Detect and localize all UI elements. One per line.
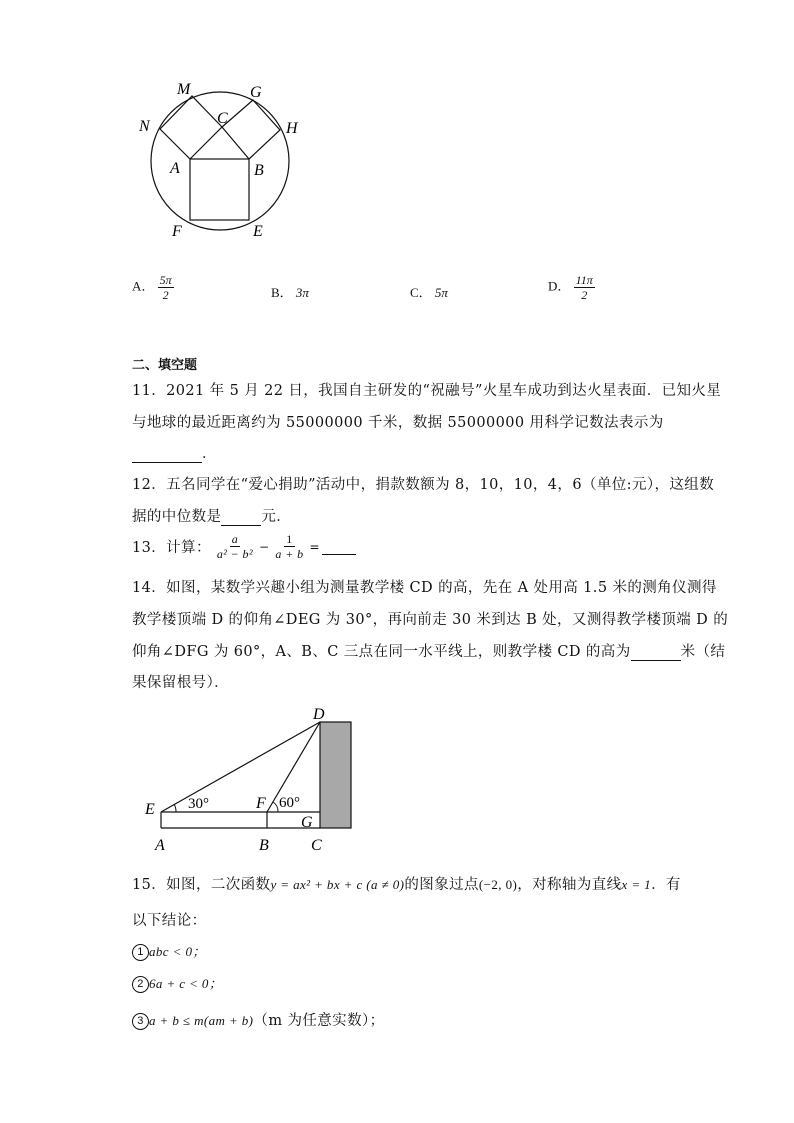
label-C2: C	[311, 837, 322, 854]
q14-line4: 果保留根号）．	[132, 675, 230, 691]
option-a-fraction	[158, 273, 174, 302]
label-F2: F	[256, 795, 266, 812]
option-c	[410, 282, 448, 301]
q13-fraction-2	[273, 532, 305, 561]
label-G: G	[250, 84, 262, 101]
label-B: B	[254, 162, 264, 179]
option-a-denominator: 2	[162, 288, 169, 302]
q15-axis: x = 1	[621, 877, 652, 892]
option-d-denominator: 2	[581, 288, 588, 302]
angle-30-label: 30°	[188, 796, 209, 812]
q11-answer-blank[interactable]	[132, 446, 202, 463]
q15-line1	[132, 873, 681, 894]
q15-c2-marker: 2	[132, 976, 149, 993]
q15-line1-b: 的图象过点	[404, 877, 479, 893]
option-d-numerator: 11π	[575, 273, 593, 287]
q13-f2-denominator: a + b	[275, 547, 304, 561]
label-G2: G	[301, 814, 313, 831]
q14-line3-a: 仰角∠DFG 为 60°，A、B、C 三点在同一水平线上，则教学楼 CD 的高为	[132, 644, 631, 660]
label-F: F	[172, 223, 182, 240]
option-b-value: 3π	[295, 285, 309, 300]
q14-line3	[132, 640, 725, 661]
q14-line1: 14．如图，某数学兴趣小组为测量教学楼 CD 的高，先在 A 处用高 1.5 米的测角仪测得	[132, 580, 717, 596]
q13-minus: −	[258, 539, 270, 554]
label-E2: E	[145, 801, 155, 818]
q15-c3-tail: （m 为任意实数）；	[253, 1013, 385, 1029]
option-d	[548, 273, 595, 302]
q11-end: ．	[202, 446, 217, 462]
q14-answer-blank[interactable]	[631, 644, 681, 661]
label-H: H	[286, 120, 298, 137]
square-acmn	[160, 96, 222, 159]
q14-line3-b: 米（结	[680, 644, 726, 660]
option-b-prefix: B．	[271, 285, 293, 300]
q15-line1-d: ．有	[651, 877, 681, 893]
q13	[132, 532, 356, 561]
q14-line2: 教学楼顶端 D 的仰角∠DEG 为 30°，再向前走 30 米到达 B 处，又测得教学楼顶端 D 的	[132, 612, 729, 628]
label-C: C	[217, 110, 228, 127]
square-bcgh	[222, 100, 280, 159]
option-c-value: 5π	[434, 285, 448, 300]
label-A: A	[170, 160, 180, 177]
label-B2: B	[259, 837, 269, 854]
q15-conclusion-2	[132, 973, 222, 993]
q11-line3	[132, 442, 217, 463]
q11-line2: 与地球的最近距离约为 55000000 千米，数据 55000000 用科学记数法表示为	[132, 415, 664, 431]
q13-answer-blank[interactable]	[322, 538, 356, 555]
circle-square-figure	[130, 78, 310, 240]
label-E: E	[253, 223, 263, 240]
q12-line2-a: 据的中位数是	[132, 509, 222, 525]
building-figure	[140, 700, 365, 860]
label-N: N	[139, 118, 150, 135]
q15-conclusion-1	[132, 941, 206, 961]
q13-fraction-1	[215, 532, 255, 561]
q15-conclusion-3	[132, 1009, 385, 1030]
label-A2: A	[155, 837, 165, 854]
q15-c1-text: abc < 0；	[149, 944, 206, 959]
q15-c3-text: a + b ≤ m(am + b)	[149, 1013, 254, 1028]
angle-arc-f	[273, 802, 278, 812]
option-c-prefix: C．	[410, 285, 432, 300]
section-title: 二、填空题	[132, 358, 198, 373]
q15-line1-c: ，对称轴为直线	[517, 877, 622, 893]
q12-line2	[132, 505, 291, 526]
q13-f1-numerator: a	[231, 532, 239, 546]
q13-equals: =	[309, 539, 320, 554]
q11-line1: 11．2021 年 5 月 22 日，我国自主研发的“祝融号”火星车成功到达火星表面．已知火星	[132, 383, 722, 399]
triangle-acb	[190, 127, 249, 159]
q12-answer-blank[interactable]	[221, 509, 261, 526]
option-a	[132, 273, 174, 302]
angle-arc-e	[174, 804, 176, 812]
label-M: M	[177, 81, 191, 98]
building-cd	[320, 722, 351, 828]
q13-f1-denominator: a² − b²	[216, 547, 253, 561]
option-d-fraction	[574, 273, 595, 302]
angle-60-label: 60°	[279, 795, 300, 811]
square-abef	[190, 159, 249, 220]
option-b	[271, 282, 309, 301]
label-D: D	[313, 706, 325, 723]
q15-c2-text: 6a + c < 0；	[149, 976, 223, 991]
q12-line2-b: 元．	[261, 509, 292, 525]
q15-point: (−2, 0)	[478, 877, 518, 892]
q12-line1: 12．五名同学在“爱心捐助”活动中，捐款数额为 8，10，10，4，6（单位:元），这组数	[132, 477, 715, 493]
q15-c3-marker: 3	[132, 1013, 149, 1030]
option-a-prefix: A．	[132, 278, 155, 294]
q13-prefix: 13．计算：	[132, 540, 211, 556]
q15-formula: y = ax² + bx + c (a ≠ 0)	[270, 877, 405, 892]
q15-line1-a: 15．如图，二次函数	[132, 877, 271, 893]
q13-f2-numerator: 1	[286, 532, 293, 546]
q15-c1-marker: 1	[132, 944, 149, 961]
option-d-prefix: D．	[548, 278, 571, 294]
option-a-numerator: 5π	[159, 273, 172, 287]
q15-line2: 以下结论：	[132, 913, 207, 929]
